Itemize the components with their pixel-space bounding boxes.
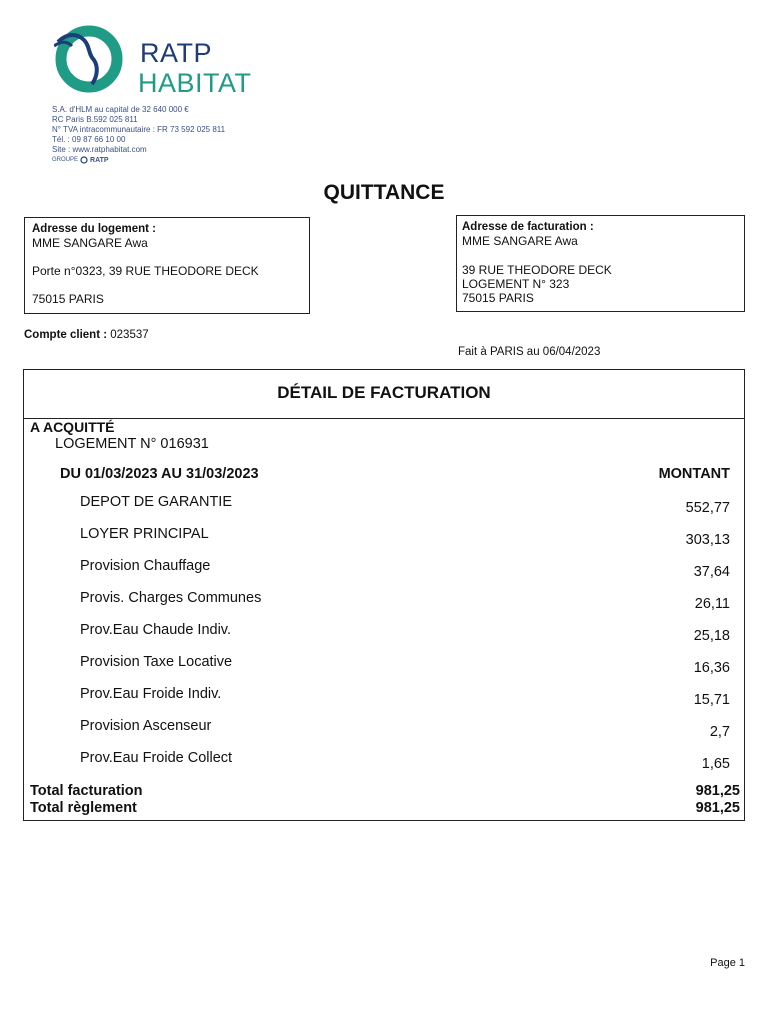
line-amount: 552,77	[685, 500, 730, 516]
ratp-habitat-logo-icon	[54, 24, 124, 94]
adresse-logement-box	[24, 217, 310, 314]
adresse-facturation-logement: LOGEMENT N° 323	[462, 277, 570, 291]
compte-client	[24, 329, 149, 341]
logement-number: LOGEMENT N° 016931	[55, 436, 209, 452]
legal-line: Tél. : 09 87 66 10 00	[52, 135, 126, 144]
adresse-facturation-city: 75015 PARIS	[462, 291, 534, 305]
acquitte-label: A ACQUITTÉ	[30, 419, 115, 435]
total-facturation-amount: 981,25	[695, 783, 740, 799]
adresse-facturation-name: MME SANGARE Awa	[462, 234, 578, 248]
line-amount: 25,18	[693, 628, 730, 644]
legal-info	[52, 105, 225, 155]
groupe-brand: RATP	[90, 156, 109, 164]
billing-period: DU 01/03/2023 AU 31/03/2023	[60, 466, 259, 482]
page-number: Page 1	[710, 957, 745, 969]
line-label: Provis. Charges Communes	[80, 590, 262, 606]
line-amount: 26,11	[694, 596, 730, 612]
line-amount: 303,13	[685, 532, 730, 548]
detail-heading: DÉTAIL DE FACTURATION	[24, 370, 744, 419]
legal-line: Site : www.ratphabitat.com	[52, 145, 147, 154]
line-label: Prov.Eau Chaude Indiv.	[80, 622, 231, 638]
adresse-facturation-label: Adresse de facturation :	[462, 221, 594, 233]
adresse-logement-street: Porte n°0323, 39 RUE THEODORE DECK	[32, 264, 259, 278]
fait-date: Fait à PARIS au 06/04/2023	[458, 346, 601, 358]
line-label: LOYER PRINCIPAL	[80, 526, 209, 542]
adresse-facturation-street: 39 RUE THEODORE DECK	[462, 263, 612, 277]
adresse-facturation-box	[456, 215, 745, 312]
line-label: Prov.Eau Froide Collect	[80, 750, 233, 766]
ratp-mini-icon	[80, 156, 88, 164]
total-reglement-label: Total règlement	[30, 800, 137, 816]
line-amount: 37,64	[693, 564, 730, 580]
compte-client-value: 023537	[110, 329, 149, 341]
adresse-logement-label: Adresse du logement :	[32, 223, 156, 235]
line-amount: 15,71	[693, 692, 730, 708]
page-title: QUITTANCE	[323, 181, 445, 204]
montant-header: MONTANT	[658, 466, 730, 482]
detail-facturation	[23, 369, 745, 821]
legal-line: RC Paris B.592 025 811	[52, 115, 138, 124]
groupe-ratp	[52, 156, 109, 164]
adresse-logement-name: MME SANGARE Awa	[32, 236, 148, 250]
brand-ratp: RATP	[140, 38, 213, 68]
groupe-label: GROUPE	[52, 157, 79, 163]
line-label: Provision Taxe Locative	[80, 654, 233, 670]
line-amount: 2,7	[709, 724, 730, 740]
line-amount: 16,36	[693, 660, 730, 676]
total-reglement-amount: 981,25	[695, 800, 740, 816]
line-amount: 1,65	[701, 756, 730, 772]
total-facturation-label: Total facturation	[30, 783, 143, 799]
line-label: Provision Chauffage	[80, 558, 211, 574]
line-label: Provision Ascenseur	[80, 718, 212, 734]
legal-line: N° TVA intracommunautaire : FR 73 592 025 811	[52, 125, 226, 134]
legal-line: S.A. d'HLM au capital de 32 640 000 €	[52, 105, 189, 114]
line-label: Prov.Eau Froide Indiv.	[80, 686, 222, 702]
brand-habitat: HABITAT	[138, 68, 252, 98]
adresse-logement-city: 75015 PARIS	[32, 292, 104, 306]
compte-client-label: Compte client :	[24, 329, 108, 341]
line-label: DEPOT DE GARANTIE	[80, 494, 233, 510]
